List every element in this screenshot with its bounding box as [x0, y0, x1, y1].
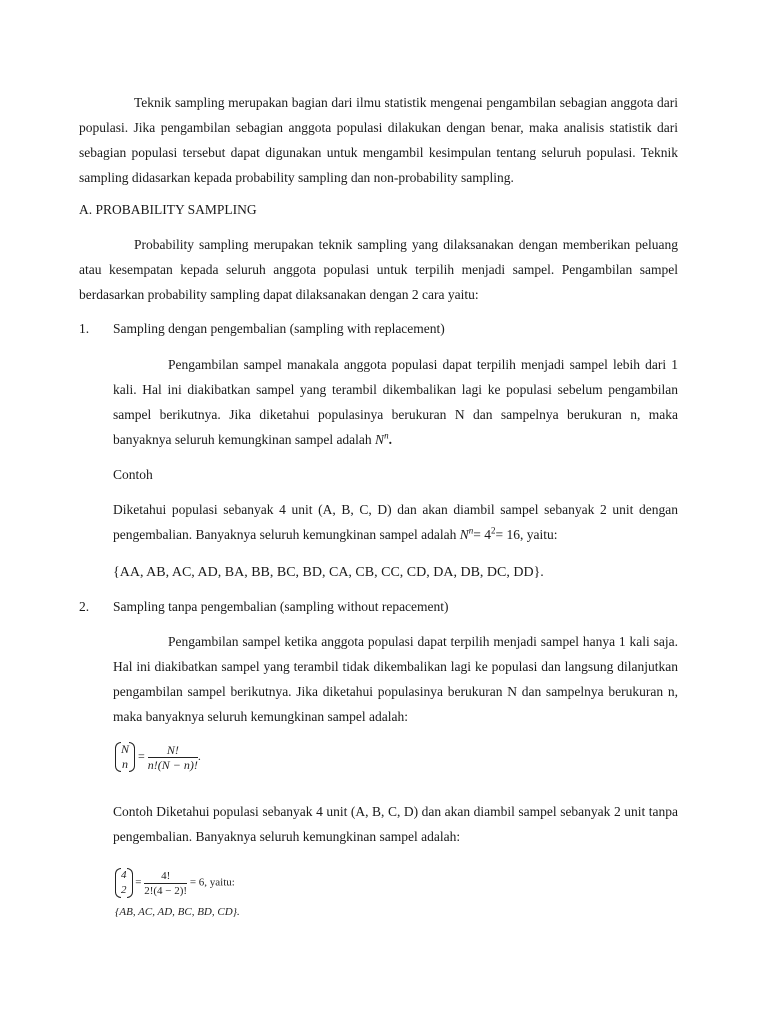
fraction-denominator: n!(N − n)!: [147, 757, 198, 772]
example-numerator: 4!: [144, 869, 187, 884]
binom-top: N: [121, 742, 130, 756]
item2-body: Pengambilan sampel ketika anggota populasi dapat terpilih menjadi sampel hanya 1 kali saja. Hal ini diakibatkan sampel yang terambil tidak dikembalikan lagi ke populasi dan langsung dilanjutkan pengambilan sampel berikutnya. Jika diketahui populasinya berukuran N dan sampelnya berukuran n, maka banyaknya seluruh kemungkinan sampel adalah:: [113, 634, 678, 724]
item1-body-text: Pengambilan sampel manakala anggota populasi dapat terpilih menjadi sampel lebih dari 1 kali. Hal ini diakibatkan sampel yang terambil dikembalikan lagi ke populasi sebelum pengambilan sampel berikutnya. Jika diketahui populasinya berukuran N dan sampelnya berukuran n, maka banyaknya seluruh kemungkinan sampel adalah: [113, 357, 678, 447]
item1-formula-base: N: [375, 432, 385, 447]
formula-eq: =: [138, 748, 145, 763]
intro-paragraph: Teknik sampling merupakan bagian dari ilmu statistik mengenai pengambilan sebagian anggota dari populasi. Jika pengambilan sebagian anggota populasi dilakukan dengan benar, maka analisis statistik dari sebagian populasi tersebut dapat digunakan untuk mengambil kesimpulan tentang seluruh populasi. Teknik sampling didasarkan kepada probability sampling dan non-probability sampling.: [79, 95, 678, 185]
item2-formula: [115, 742, 201, 772]
binom-n-n: [115, 742, 135, 772]
binom-4-2: [115, 868, 133, 898]
example-formula-base: N: [459, 527, 469, 542]
section-a-heading: A. PROBABILITY SAMPLING: [79, 202, 257, 217]
example-formula-exp: n: [468, 525, 474, 536]
example-fraction: [144, 869, 187, 898]
item1-title: Sampling dengan pengembalian (sampling with replacement): [113, 321, 445, 336]
formula-end: .: [197, 748, 201, 763]
item1-example: [113, 497, 678, 547]
contoh-label: Contoh: [113, 467, 153, 482]
binom-4: 4: [121, 869, 127, 881]
fraction-numerator: N!: [148, 743, 198, 758]
formula-fraction: [148, 743, 198, 772]
example-denominator: 2!(4 − 2)!: [144, 884, 188, 897]
binom-2: 2: [121, 884, 127, 896]
item2-number: 2.: [79, 599, 90, 614]
item1-body: [113, 352, 678, 452]
example-eq: =: [135, 876, 142, 889]
item2-title: Sampling tanpa pengembalian (sampling without repacement): [113, 599, 449, 614]
item1-formula-exp: n: [384, 430, 389, 441]
item1-example-text: Diketahui populasi sebanyak 4 unit (A, B, C, D) dan akan diambil sampel sebanyak 2 unit dengan pengembalian. Banyaknya seluruh kemungkinan sampel adalah: [113, 502, 678, 542]
item1-formula-end: .: [388, 432, 392, 447]
example-formula-eq2: = 16, yaitu:: [495, 527, 558, 542]
item2-example: Contoh Diketahui populasi sebanyak 4 unit (A, B, C, D) dan akan diambil sampel sebanyak 2 unit tanpa pengembalian. Banyaknya seluruh kemungkinan sampel adalah:: [113, 804, 678, 844]
item2-example-formula: [115, 868, 235, 898]
item1-number: 1.: [79, 321, 90, 336]
item1-samples: {AA, AB, AC, AD, BA, BB, BC, BD, CA, CB, CC, CD, DA, DB, DC, DD}.: [113, 565, 544, 580]
example-formula-eq1: = 4: [473, 527, 492, 542]
example-formula-exp2: 2: [491, 525, 496, 536]
section-a-body: Probability sampling merupakan teknik sampling yang dilaksanakan dengan memberikan peluang atau kesempatan kepada seluruh anggota populasi untuk terpilih menjadi sampel. Pengambilan sampel berdasarkan probability sampling dapat dilaksanakan dengan 2 cara yaitu:: [79, 237, 678, 302]
item2-example-samples: {AB, AC, AD, BC, BD, CD}.: [115, 906, 240, 918]
example-result: = 6, yaitu:: [189, 876, 235, 889]
binom-bottom: n: [122, 757, 128, 771]
